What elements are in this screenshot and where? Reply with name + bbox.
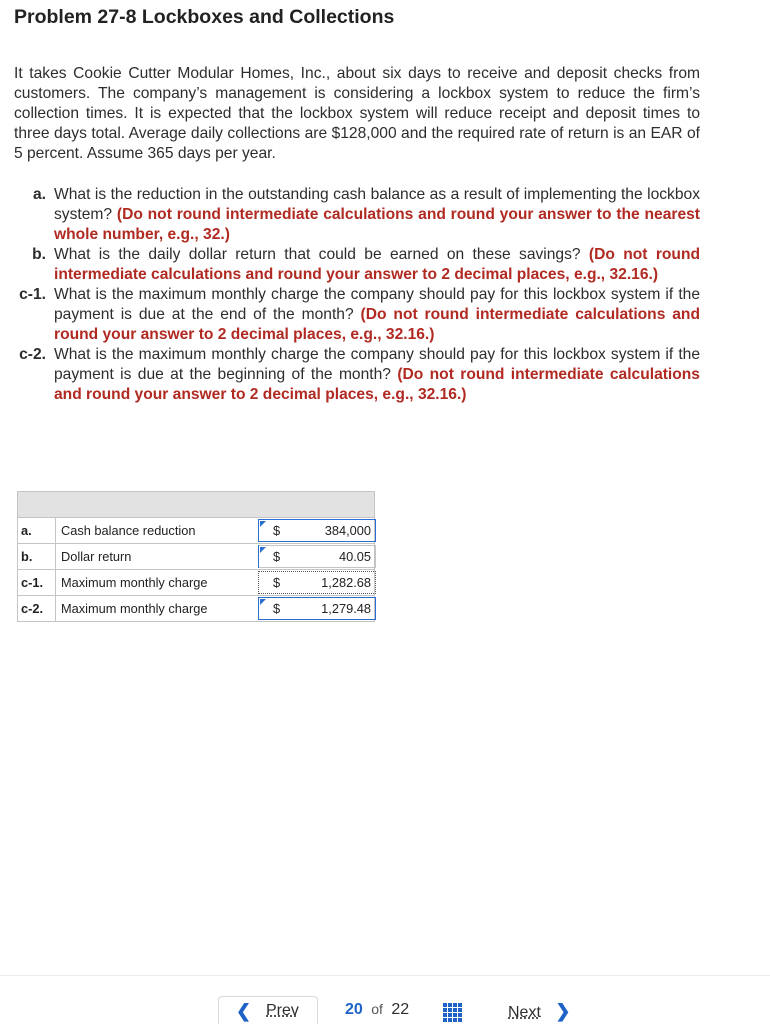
question-note: (Do not round intermediate calculations and round your answer to 2 decimal places, e.g., 32.16.) xyxy=(54,366,700,403)
total-pages: 22 xyxy=(391,1001,410,1018)
currency-symbol: $ xyxy=(273,601,281,616)
answer-input-b[interactable] xyxy=(258,545,376,568)
page-title: Problem 27-8 Lockboxes and Collections xyxy=(14,6,395,28)
page-of-label: of xyxy=(371,1001,383,1017)
prev-button[interactable] xyxy=(218,996,318,1024)
current-page: 20 xyxy=(345,1001,363,1018)
question-text: What is the maximum monthly charge the company should pay for this lockbox system if the payment is due at the beginning of the month? xyxy=(54,346,700,383)
currency-symbol: $ xyxy=(273,549,281,564)
question-label: b. xyxy=(32,246,46,263)
question-text: What is the reduction in the outstanding cash balance as a result of implementing the lockbox system? xyxy=(54,186,700,223)
answer-flag-icon xyxy=(260,521,266,527)
question-c2 xyxy=(14,345,700,405)
answer-flag-icon xyxy=(260,599,266,605)
chevron-left-icon: ❮ xyxy=(236,1001,252,1021)
question-a xyxy=(14,185,700,245)
row-description: Maximum monthly charge xyxy=(61,575,208,590)
page-indicator xyxy=(345,1001,409,1023)
answer-input-c1[interactable] xyxy=(258,571,376,594)
question-list xyxy=(14,185,700,405)
row-description: Dollar return xyxy=(61,549,132,564)
question-text: What is the daily dollar return that could be earned on these savings? xyxy=(54,246,581,263)
currency-symbol: $ xyxy=(273,575,281,590)
next-button[interactable] xyxy=(508,1001,570,1023)
footer-divider xyxy=(0,975,770,976)
input-edge xyxy=(258,545,259,568)
row-description: Maximum monthly charge xyxy=(61,601,208,616)
row-label: a. xyxy=(18,518,56,543)
question-b xyxy=(14,245,700,285)
answer-value[interactable]: 1,279.48 xyxy=(321,601,371,616)
question-label: c-1. xyxy=(19,286,46,303)
row-label: c-1. xyxy=(18,570,56,595)
question-note: (Do not round intermediate calculations and round your answer to the nearest whole number, e.g., 32.) xyxy=(54,206,700,243)
question-note: (Do not round intermediate calculations and round your answer to 2 decimal places, e.g., 32.16.) xyxy=(54,246,700,283)
question-text: What is the maximum monthly charge the company should pay for this lockbox system if the payment is due at the end of the month? xyxy=(54,286,700,323)
table-row xyxy=(17,518,375,544)
question-label: a. xyxy=(32,186,46,203)
answer-value[interactable]: 1,282.68 xyxy=(321,575,371,590)
question-label: c-2. xyxy=(19,346,46,363)
grid-icon[interactable] xyxy=(443,1003,461,1021)
next-label: Next xyxy=(508,1004,541,1021)
table-header xyxy=(17,491,375,518)
answer-input-a[interactable] xyxy=(258,519,376,542)
row-label: b. xyxy=(18,544,56,569)
currency-symbol: $ xyxy=(273,523,281,538)
answer-value[interactable]: 40.05 xyxy=(338,549,371,564)
table-row xyxy=(17,596,375,622)
question-note: (Do not round intermediate calculations and round your answer to 2 decimal places, e.g., 32.16.) xyxy=(54,306,700,343)
row-label: c-2. xyxy=(18,596,56,621)
answer-table xyxy=(17,491,375,622)
row-description: Cash balance reduction xyxy=(61,523,196,538)
question-c1 xyxy=(14,285,700,345)
table-row xyxy=(17,570,375,596)
answer-input-c2[interactable] xyxy=(258,597,376,620)
table-row xyxy=(17,544,375,570)
answer-value[interactable]: 384,000 xyxy=(324,523,371,538)
chevron-right-icon: ❯ xyxy=(555,1001,571,1021)
problem-statement: It takes Cookie Cutter Modular Homes, Inc., about six days to receive and deposit checks from customers. The company’s management is considering a lockbox system to reduce the firm’s collection times. It is expected that the lockbox system will reduce receipt and deposit times to three days total. Average daily collections are $128,000 and the required rate of return is an EAR of 5 percent. Assume 365 days per year. xyxy=(14,65,700,162)
answer-flag-icon xyxy=(260,547,266,553)
prev-label: Prev xyxy=(266,1002,299,1019)
